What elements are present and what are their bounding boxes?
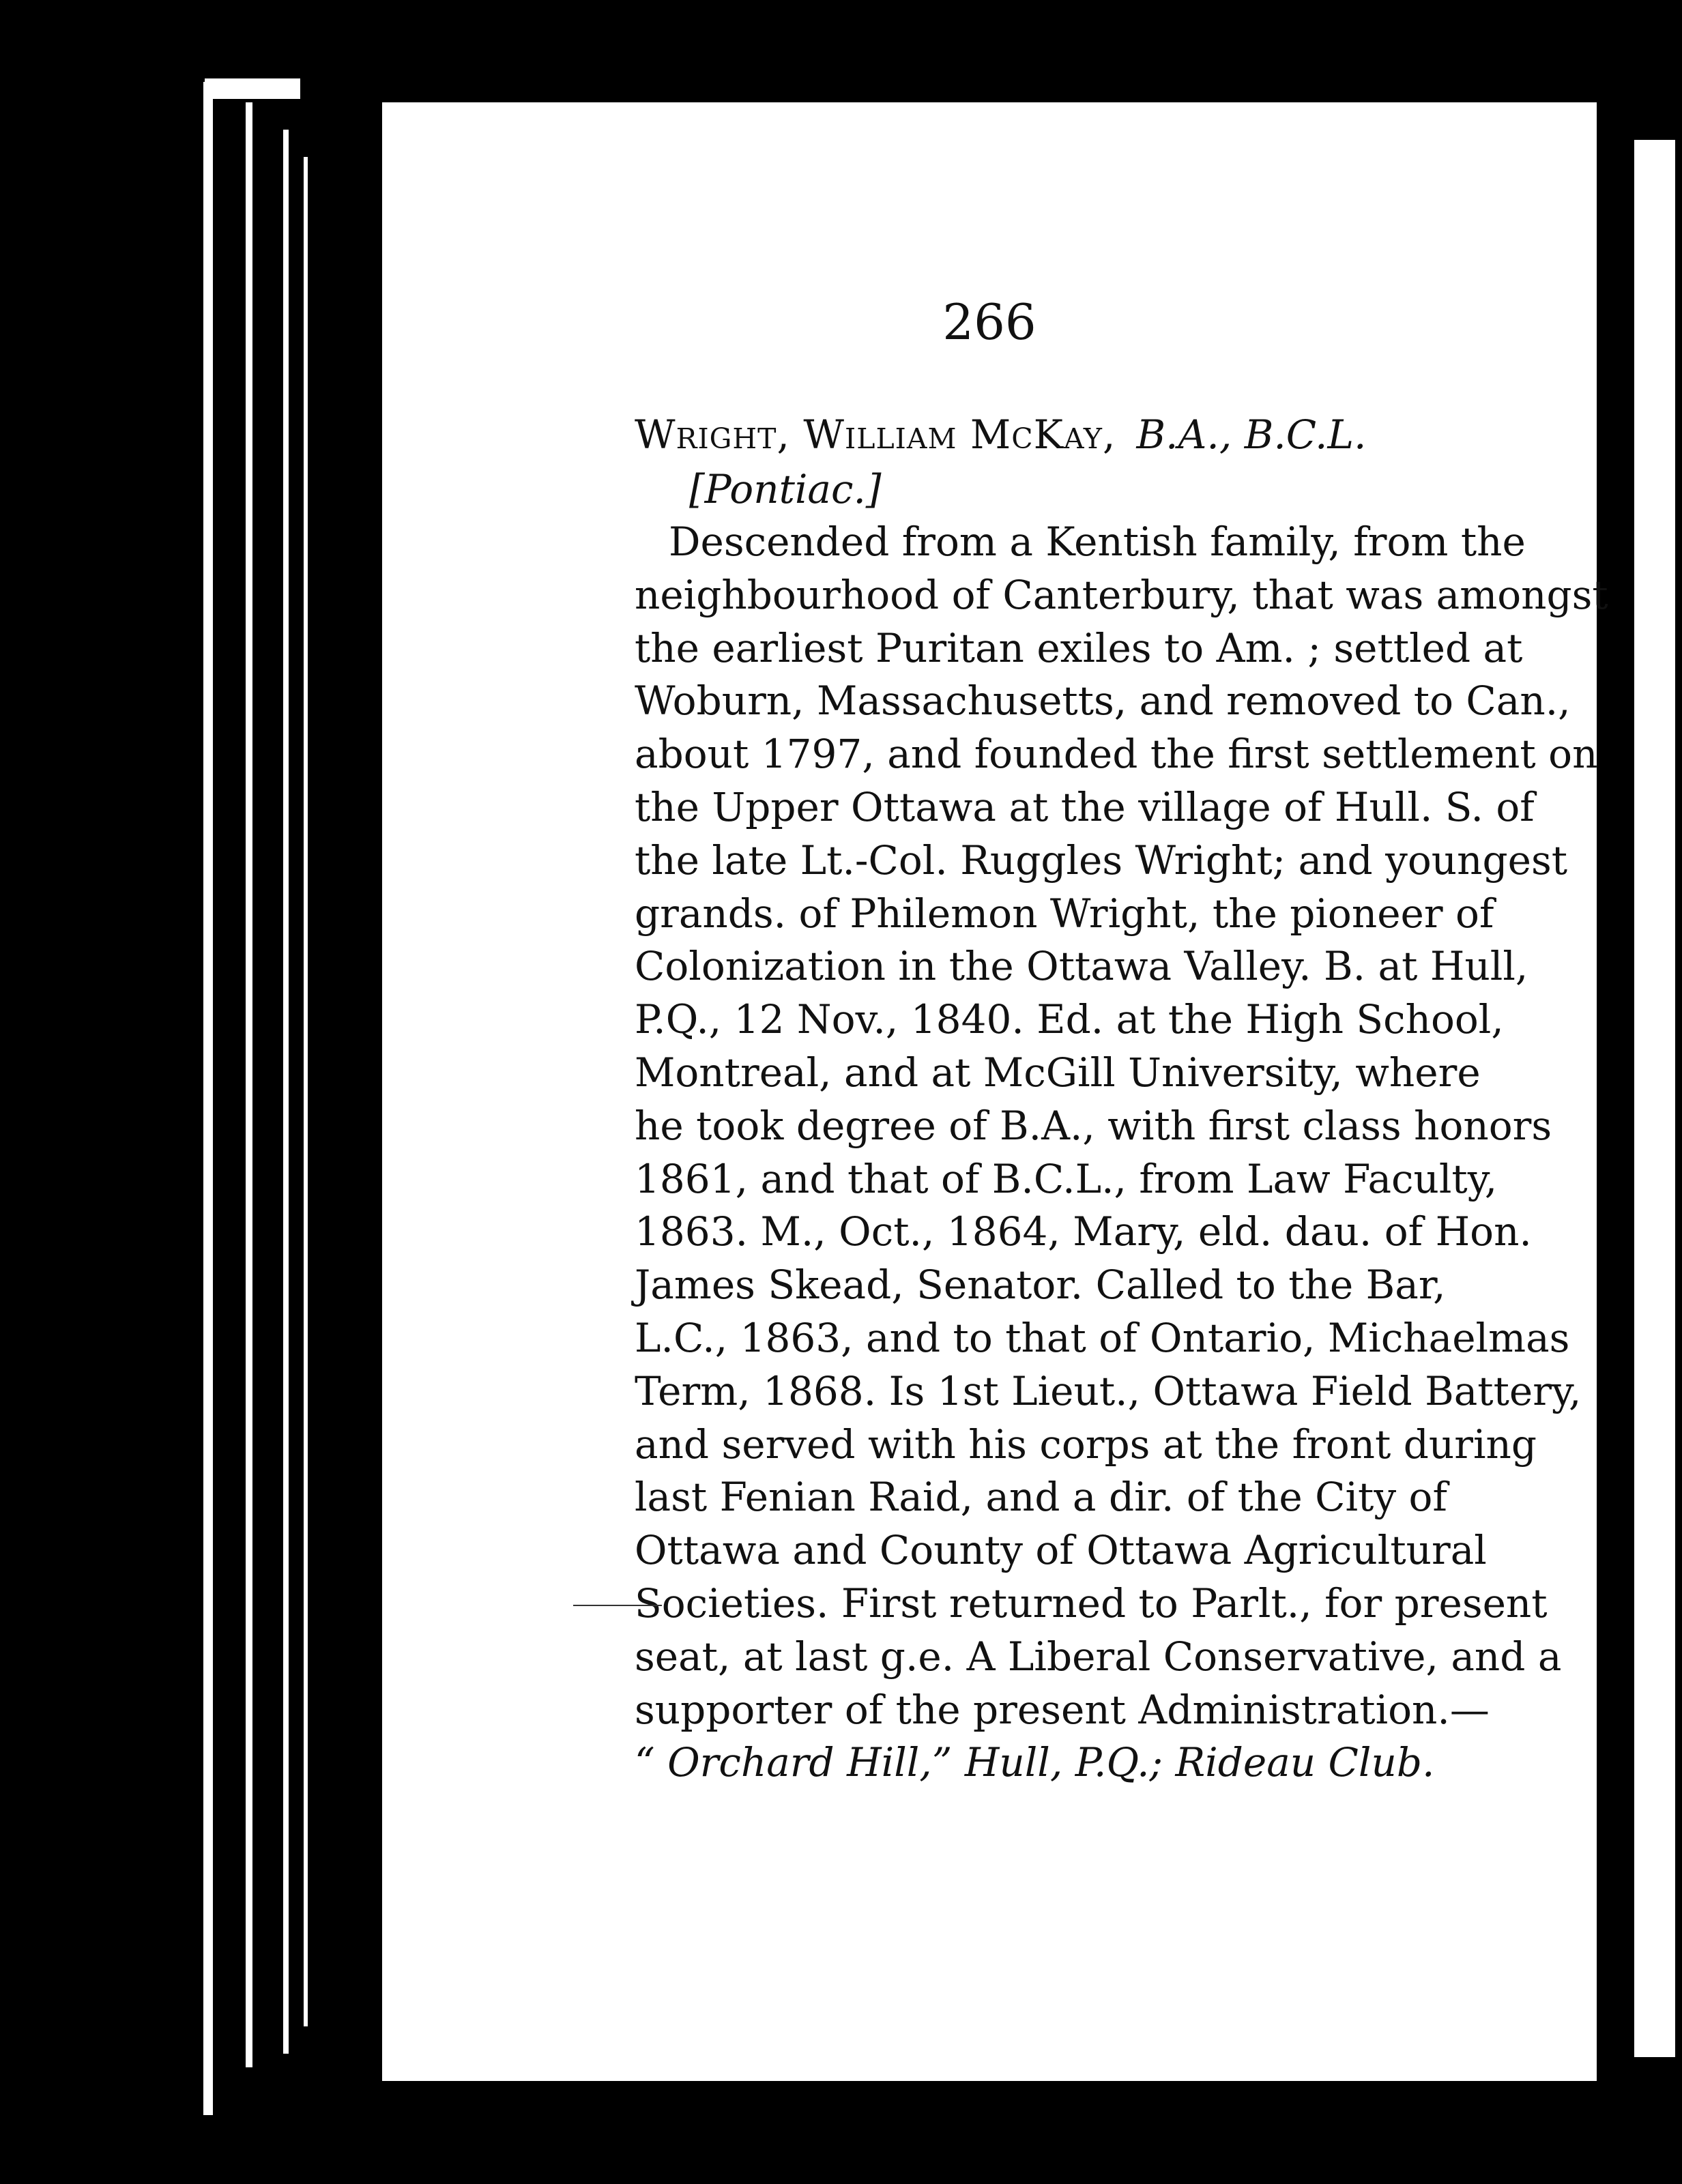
bio-line: Term, 1868. Is 1st Lieut., Ottawa Field Battery,	[635, 1367, 1582, 1414]
bio-line: L.C., 1863, and to that of Ontario, Michaelmas	[635, 1314, 1570, 1361]
book-spine-edge	[283, 130, 289, 2054]
bio-line: the Upper Ottawa at the village of Hull. S. of	[635, 783, 1535, 830]
right-page-edge	[1634, 140, 1675, 2057]
page-number: 266	[942, 293, 1036, 351]
bio-line: James Skead, Senator. Called to the Bar,	[635, 1262, 1446, 1309]
bio-line: Ottawa and County of Ottawa Agricultural	[635, 1527, 1487, 1574]
biography-text	[635, 516, 1608, 1790]
book-spine-edge	[203, 82, 213, 2115]
book-spine-edge	[304, 157, 308, 2026]
entry-constituency: [Pontiac.]	[689, 466, 882, 512]
bio-line: and served with his corps at the front during	[635, 1421, 1537, 1468]
bio-line: grands. of Philemon Wright, the pioneer of	[635, 890, 1494, 937]
underline-mark	[573, 1605, 662, 1606]
bio-line-address: “ Orchard Hill,” Hull, P.Q.; Rideau Club.	[635, 1739, 1435, 1786]
bio-line: the late Lt.-Col. Ruggles Wright; and youngest	[635, 836, 1568, 884]
bio-line: neighbourhood of Canterbury, that was amongst	[635, 571, 1608, 618]
bio-line: last Fenian Raid, and a dir. of the City of	[635, 1474, 1447, 1521]
bio-line: Descended from a Kentish family, from the	[669, 519, 1526, 565]
biography-entry	[635, 409, 1608, 1790]
entry-degrees: B.A., B.C.L.	[1136, 411, 1367, 458]
bio-line: 1863. M., Oct., 1864, Mary, eld. dau. of Hon.	[635, 1208, 1532, 1255]
bio-line: seat, at last g.e. A Liberal Conservative, and a	[635, 1633, 1562, 1680]
bio-line: Colonization in the Ottawa Valley. B. at Hull,	[635, 943, 1528, 990]
bio-line: supporter of the present Administration.—	[635, 1686, 1490, 1733]
book-spine-edge	[246, 102, 252, 2067]
bio-line: P.Q., 12 Nov., 1840. Ed. at the High School,	[635, 996, 1504, 1043]
bio-line: 1861, and that of B.C.L., from Law Faculty,	[635, 1155, 1498, 1202]
bio-line: the earliest Puritan exiles to Am. ; settled at	[635, 624, 1523, 671]
book-spine-edge	[205, 78, 300, 99]
bio-line: Montreal, and at McGill University, where	[635, 1049, 1481, 1096]
bio-line: Woburn, Massachusetts, and removed to Can.,	[635, 678, 1571, 725]
bio-line: he took degree of B.A., with first class honors	[635, 1102, 1552, 1149]
entry-heading	[635, 409, 1535, 460]
book-page	[382, 102, 1608, 2081]
bio-line: about 1797, and founded the first settlement on	[635, 731, 1598, 778]
entry-name: Wright, William McKay,	[635, 411, 1116, 458]
bio-line: Societies. First returned to Parlt., for present	[635, 1579, 1548, 1627]
